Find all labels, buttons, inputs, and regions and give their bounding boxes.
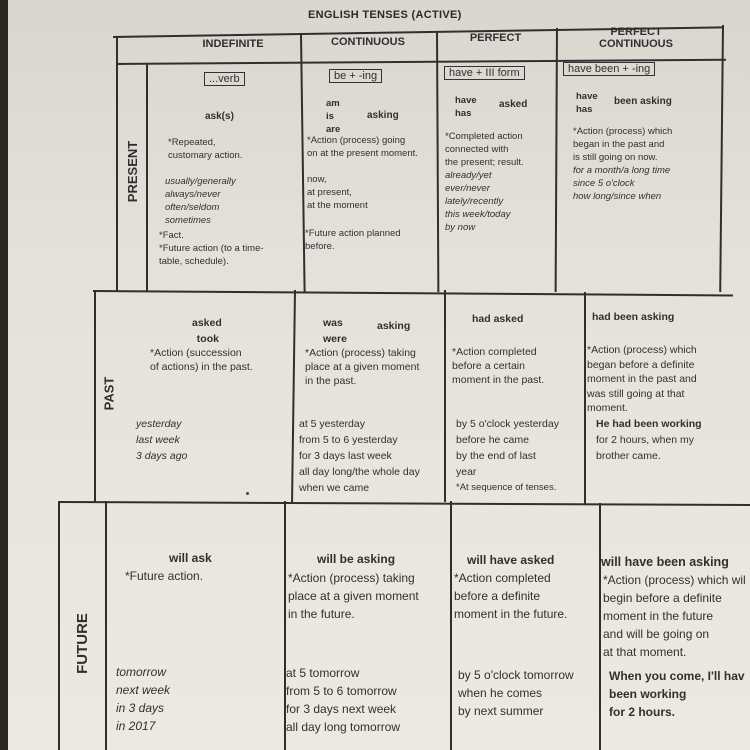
- past-continuous-markers: at 5 yesterday from 5 to 6 yesterday for 3 days last week all day long/the whole day when we came: [299, 418, 420, 494]
- future-perfect-form: will have asked: [467, 553, 555, 567]
- future-indefinite-use: *Future action.: [125, 569, 204, 583]
- present-indefinite-use: *Repeated, customary action.: [168, 137, 243, 161]
- header-indefinite: INDEFINITE: [202, 38, 264, 50]
- present-perfect-lines: *Completed action connected with the present; result. already/yet ever/never lately/recently this week/today by now: [445, 131, 524, 233]
- past-perfect-continuous-form: had been asking: [592, 311, 675, 323]
- past-perfect-form: had asked: [472, 313, 524, 325]
- future-perfect-continuous-example: When you come, I'll hav been working for 2 hours.: [609, 669, 745, 719]
- grid-line: [94, 290, 96, 502]
- future-perfect-use: *Action completed before a definite moment in the future.: [454, 571, 568, 621]
- grid-line: [93, 290, 733, 296]
- present-continuous-verb: asking: [367, 110, 399, 121]
- present-perfect-verb: asked: [499, 99, 528, 110]
- past-indefinite-markers: yesterday last week 3 days ago: [136, 418, 188, 462]
- row-label-present: PRESENT: [125, 140, 141, 203]
- future-perfect-continuous-use: *Action (process) which wil begin before a definite moment in the future and will be going on at that moment.: [603, 573, 746, 659]
- present-perfect-continuous-lines: *Action (process) which began in the past and is still going on now. for a month/a long time since 5 o'clock how long/since when: [573, 126, 673, 202]
- grid-line: [436, 31, 439, 292]
- future-indefinite-form: will ask: [169, 551, 212, 565]
- future-continuous-form: will be asking: [317, 552, 396, 566]
- formula-indefinite: ...verb: [204, 72, 245, 86]
- header-continuous: CONTINUOUS: [331, 36, 405, 48]
- row-label-past: PAST: [101, 376, 117, 411]
- past-perfect-markers: by 5 o'clock yesterday before he came by the end of last year *At sequence of tenses.: [456, 418, 559, 493]
- grid-line: [444, 290, 446, 502]
- tense-sheet: [8, 0, 750, 750]
- row-label-future: FUTURE: [73, 613, 91, 674]
- present-continuous-use2: *Future action planned before.: [305, 228, 401, 252]
- grid-line: [58, 501, 60, 750]
- formula-perfect-continuous: have been + -ing: [563, 62, 655, 76]
- page-title: ENGLISH TENSES (ACTIVE): [308, 9, 462, 21]
- past-continuous-aux: was were: [323, 317, 347, 345]
- header-perfect: PERFECT: [469, 32, 522, 44]
- grid-line: [584, 292, 586, 504]
- grid-line: [719, 25, 723, 292]
- past-perfect-continuous-example: He had been working for 2 hours, when my brother came.: [596, 418, 702, 462]
- present-indefinite-markers: usually/generally always/never often/seldom sometimes: [165, 176, 236, 226]
- present-continuous-use: *Action (process) going on at the present moment.: [307, 135, 418, 159]
- grid-line: [105, 501, 107, 750]
- future-perfect-continuous-form: will have been asking: [601, 555, 729, 569]
- past-perfect-continuous-use: *Action (process) which began before a definite moment in the past and was still going at that moment.: [587, 344, 697, 414]
- future-continuous-use: *Action (process) taking place at a given moment in the future.: [288, 571, 419, 621]
- grid-line: [116, 36, 118, 291]
- future-continuous-markers: at 5 tomorrow from 5 to 6 tomorrow for 3 days next week all day long tomorrow: [286, 666, 401, 734]
- grid-line: [291, 290, 295, 502]
- grid-line: [450, 501, 452, 750]
- present-perfect-continuous-aux: have has: [576, 91, 598, 115]
- grid-line: [599, 503, 601, 750]
- grid-line: [300, 34, 305, 292]
- future-indefinite-markers: tomorrow next week in 3 days in 2017: [116, 665, 171, 733]
- present-perfect-aux: have has: [455, 95, 477, 119]
- grid-line: [58, 501, 750, 506]
- formula-perfect: have + III form: [444, 66, 525, 80]
- formula-continuous: be + -ing: [329, 69, 382, 83]
- past-indefinite-forms: asked took: [192, 317, 222, 345]
- future-perfect-markers: by 5 o'clock tomorrow when he comes by next summer: [458, 668, 574, 718]
- present-indefinite-use2: *Fact. *Future action (to a time- table, schedule).: [159, 230, 264, 267]
- past-perfect-use: *Action completed before a certain moment in the past.: [452, 346, 545, 386]
- grid-line: [555, 28, 558, 292]
- grid-line: [146, 63, 148, 291]
- dot-mark: [246, 492, 249, 495]
- header-perfect-continuous: PERFECT CONTINUOUS: [599, 26, 673, 50]
- present-indefinite-form: ask(s): [205, 111, 234, 122]
- past-continuous-use: *Action (process) taking place at a given moment in the past.: [305, 347, 420, 387]
- present-perfect-continuous-verb: been asking: [614, 96, 672, 107]
- past-indefinite-use: *Action (succession of actions) in the past.: [150, 347, 253, 373]
- present-continuous-markers: now, at present, at the moment: [307, 174, 368, 211]
- past-continuous-verb: asking: [377, 320, 411, 332]
- present-continuous-aux: am is are: [326, 98, 341, 135]
